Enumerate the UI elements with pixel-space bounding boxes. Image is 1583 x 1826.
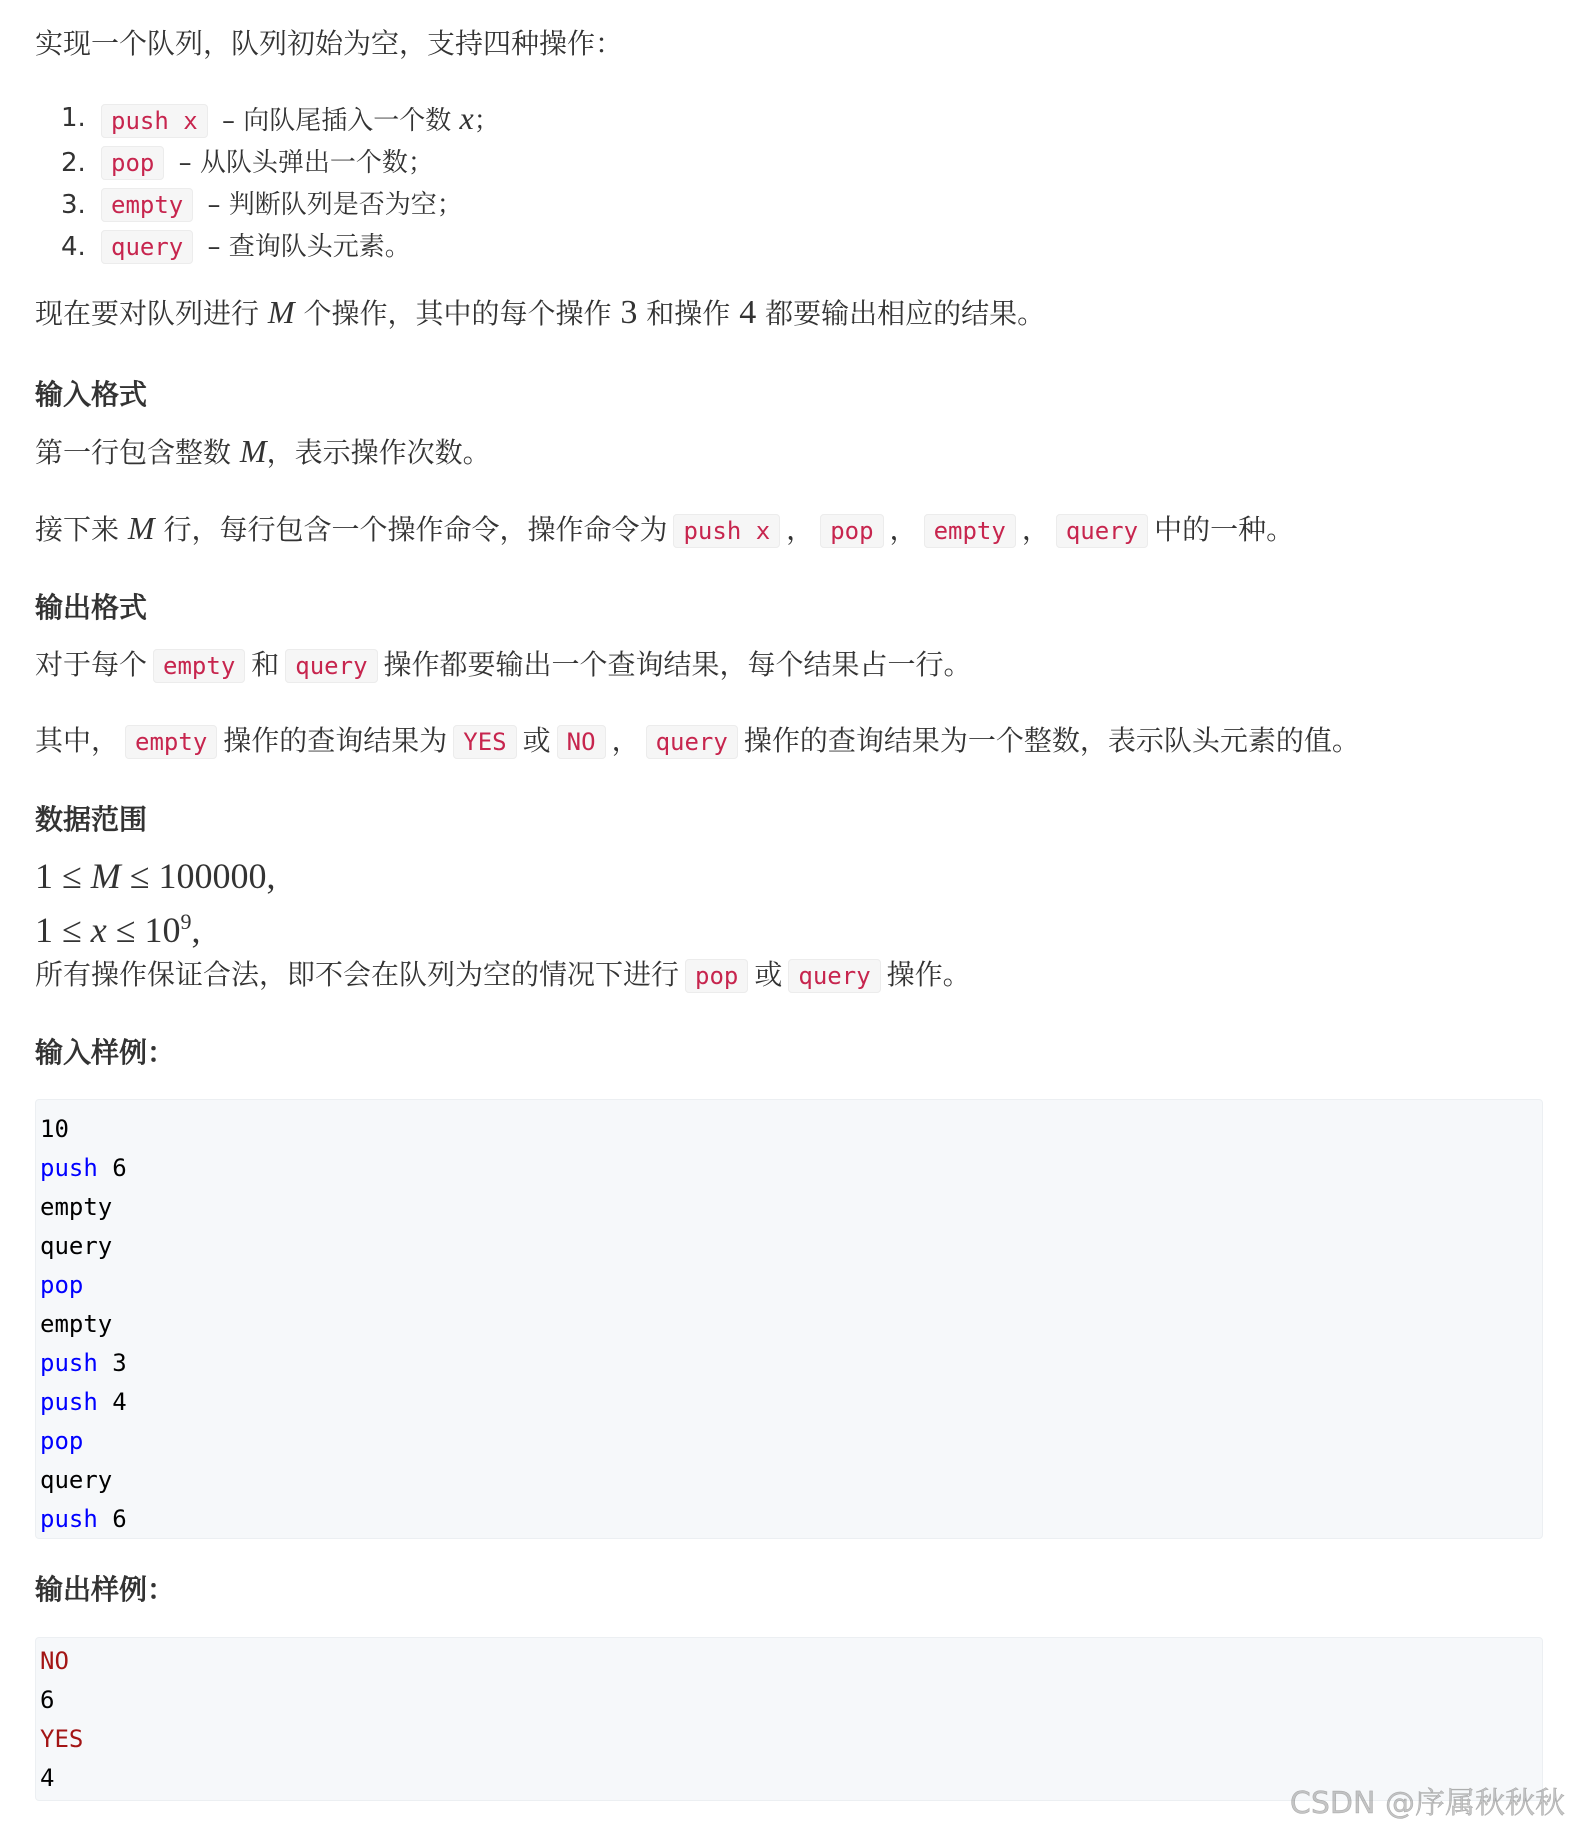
range-note: 所有操作保证合法，即不会在队列为空的情况下进行 pop 或 query 操作。 xyxy=(35,958,971,991)
output-format-heading: 输出格式 xyxy=(35,591,148,624)
sample-output-heading: 输出样例： xyxy=(35,1573,176,1606)
inline-code: NO xyxy=(557,725,606,759)
code-line: 10 xyxy=(40,1115,69,1143)
sample-input-block xyxy=(35,1099,1543,1539)
inline-code: YES xyxy=(453,725,516,759)
code-line: query xyxy=(40,1232,113,1260)
code-line: NO xyxy=(40,1647,69,1675)
range-x: $1 \le x \le 10^9$, xyxy=(35,909,201,950)
inline-code: empty xyxy=(125,725,217,759)
sample-input-heading: 输入样例： xyxy=(35,1036,176,1069)
intro-text: 实现一个队列，队列初始为空，支持四种操作： xyxy=(35,27,624,60)
inline-code: push x xyxy=(101,104,208,138)
range-m: 1 ≤ M ≤ 100000, xyxy=(35,856,276,896)
inline-code: push x xyxy=(673,514,780,548)
code-line: 6 xyxy=(40,1686,55,1714)
code-line: 4 xyxy=(40,1764,55,1792)
csdn-watermark: CSDN @序属秋秋秋 xyxy=(1289,1786,1565,1821)
inline-code: empty xyxy=(153,649,245,683)
inline-code: query xyxy=(788,959,880,993)
inline-code: empty xyxy=(924,514,1016,548)
inline-code: empty xyxy=(101,188,193,222)
inline-code: query xyxy=(646,725,738,759)
input-format-heading: 输入格式 xyxy=(35,378,148,411)
inline-code: pop xyxy=(820,514,883,548)
code-line: empty xyxy=(40,1193,113,1221)
code-line: push 6 xyxy=(40,1154,127,1182)
output-format-line2: 其中， empty 操作的查询结果为 YES 或 NO ， query 操作的查询结果为一个整数，表示队头元素的值。 xyxy=(35,724,1360,757)
list-item: 2. pop – 从队头弹出一个数； xyxy=(61,148,434,178)
task-text: 现在要对队列进行 M 个操作，其中的每个操作 3 和操作 4 都要输出相应的结果。 xyxy=(35,294,1046,331)
sample-output-block xyxy=(35,1637,1543,1801)
code-line: query xyxy=(40,1466,113,1494)
range-heading: 数据范围 xyxy=(35,803,148,836)
list-item: 4. query – 查询队头元素。 xyxy=(61,232,411,262)
input-format-line1: 第一行包含整数 M，表示操作次数。 xyxy=(35,433,491,469)
code-line: empty xyxy=(40,1310,113,1338)
inline-code: pop xyxy=(101,146,164,180)
list-item: 3. empty – 判断队列是否为空； xyxy=(61,190,463,220)
inline-code: pop xyxy=(685,959,748,993)
operation-list xyxy=(35,97,500,268)
code-line: pop xyxy=(40,1271,84,1299)
code-line: push 3 xyxy=(40,1349,127,1377)
code-line: YES xyxy=(40,1725,84,1753)
output-format-line1: 对于每个 empty 和 query 操作都要输出一个查询结果，每个结果占一行。 xyxy=(35,648,972,681)
inline-code: query xyxy=(101,230,193,264)
list-item: 1. push x – 向队尾插入一个数 x； xyxy=(61,100,500,136)
input-format-line2: 接下来 M 行，每行包含一个操作命令，操作命令为 push x ， pop ， empty ， query 中的一种。 xyxy=(35,510,1295,546)
inline-code: query xyxy=(1056,514,1148,548)
inline-code: query xyxy=(285,649,377,683)
code-line: push 6 xyxy=(40,1505,127,1533)
code-line: push 4 xyxy=(40,1388,127,1416)
code-line: pop xyxy=(40,1427,84,1455)
